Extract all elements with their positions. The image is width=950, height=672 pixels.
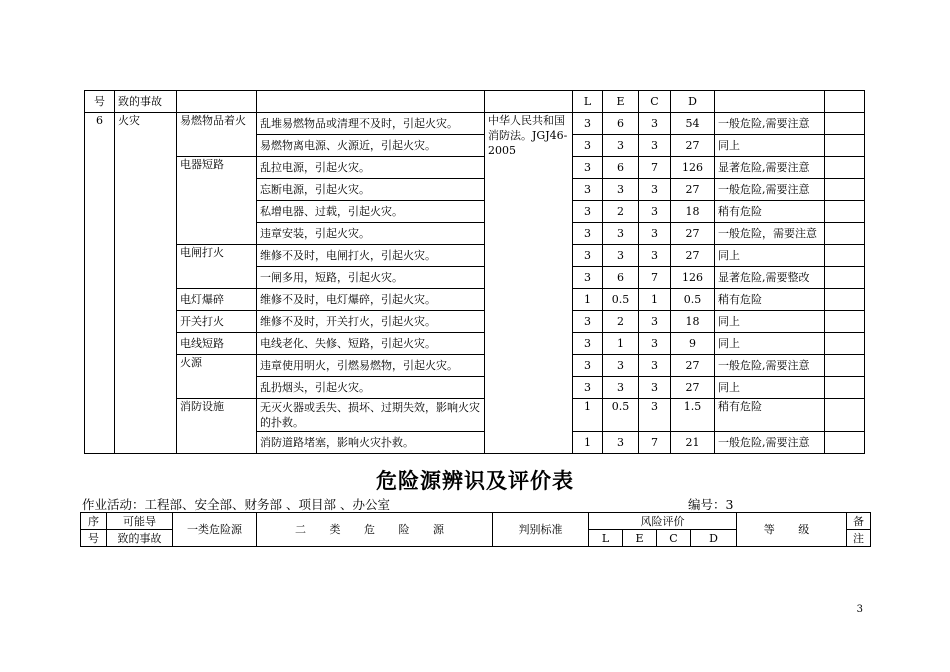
category-cell: 电灯爆碎 <box>177 289 257 311</box>
hazard-cell: 忘断电源，引起火灾。 <box>257 179 485 201</box>
header-empty <box>177 91 257 113</box>
e-cell: 3 <box>603 245 639 267</box>
e-cell: 3 <box>603 179 639 201</box>
c-cell: 3 <box>639 179 671 201</box>
grade-cell: 稍有危险 <box>715 399 825 432</box>
grade-cell: 显著危险,需要整改 <box>715 267 825 289</box>
grade-cell: 同上 <box>715 333 825 355</box>
grade-cell: 同上 <box>715 135 825 157</box>
grade-cell: 一般危险,需要注意 <box>715 113 825 135</box>
hazard-cell: 违章安装，引起火灾。 <box>257 223 485 245</box>
l-cell: 3 <box>573 245 603 267</box>
note-cell <box>825 135 865 157</box>
header-c: C <box>657 530 691 547</box>
d-cell: 27 <box>671 223 715 245</box>
hazard-cell: 乱扔烟头，引起火灾。 <box>257 377 485 399</box>
note-cell <box>825 113 865 135</box>
table-row <box>85 245 865 267</box>
table-header-row <box>85 91 865 113</box>
c-cell: 7 <box>639 267 671 289</box>
table-row <box>85 333 865 355</box>
grade-cell: 同上 <box>715 377 825 399</box>
d-cell: 27 <box>671 179 715 201</box>
grade-cell: 稍有危险 <box>715 201 825 223</box>
e-cell: 1 <box>603 333 639 355</box>
e-cell: 0.5 <box>603 289 639 311</box>
l-cell: 3 <box>573 355 603 377</box>
note-cell <box>825 245 865 267</box>
c-cell: 3 <box>639 113 671 135</box>
hazard-cell: 易燃物离电源、火源近，引起火灾。 <box>257 135 485 157</box>
d-cell: 27 <box>671 355 715 377</box>
header-l: L <box>589 530 623 547</box>
e-cell: 2 <box>603 201 639 223</box>
category-cell: 电线短路 <box>177 333 257 355</box>
d-cell: 18 <box>671 311 715 333</box>
activity-line: 作业活动：工程部、安全部、财务部 、项目部 、办公室 <box>82 497 390 512</box>
e-cell: 6 <box>603 267 639 289</box>
header-no-bottom: 号 <box>81 530 107 547</box>
c-cell: 3 <box>639 245 671 267</box>
category-cell: 电器短路 <box>177 157 257 245</box>
table-row <box>85 289 865 311</box>
e-cell: 3 <box>603 377 639 399</box>
l-cell: 3 <box>573 377 603 399</box>
d-cell: 21 <box>671 432 715 454</box>
header-class2: 二 类 危 险 源 <box>257 513 493 547</box>
grade-cell: 同上 <box>715 245 825 267</box>
page-number: 3 <box>856 604 863 615</box>
header-note-bottom: 注 <box>847 530 871 547</box>
note-cell <box>825 157 865 179</box>
header-empty <box>485 91 573 113</box>
category-cell: 易燃物品着火 <box>177 113 257 157</box>
c-cell: 3 <box>639 311 671 333</box>
header-e: E <box>603 91 639 113</box>
hazard-table-header <box>80 512 871 547</box>
note-cell <box>825 377 865 399</box>
c-cell: 3 <box>639 399 671 432</box>
note-cell <box>825 201 865 223</box>
hazard-cell: 电线老化、失修、短路，引起火灾。 <box>257 333 485 355</box>
header-c: C <box>639 91 671 113</box>
c-cell: 3 <box>639 135 671 157</box>
header-note-top: 备 <box>847 513 871 530</box>
hazard-cell: 一闸多用，短路，引起火灾。 <box>257 267 485 289</box>
grade-cell: 显著危险,需要注意 <box>715 157 825 179</box>
d-cell: 0.5 <box>671 289 715 311</box>
c-cell: 3 <box>639 223 671 245</box>
hazard-cell: 乱堆易燃物品或清理不及时，引起火灾。 <box>257 113 485 135</box>
d-cell: 18 <box>671 201 715 223</box>
l-cell: 1 <box>573 432 603 454</box>
hazard-cell: 维修不及时，电灯爆碎，引起火灾。 <box>257 289 485 311</box>
e-cell: 3 <box>603 223 639 245</box>
header-class1: 一类危险源 <box>173 513 257 547</box>
grade-cell: 一般危险，需要注意 <box>715 223 825 245</box>
header-accident-bottom: 致的事故 <box>107 530 173 547</box>
l-cell: 3 <box>573 201 603 223</box>
header-accident-top: 可能导 <box>107 513 173 530</box>
note-cell <box>825 355 865 377</box>
note-cell <box>825 333 865 355</box>
hazard-cell: 违章使用明火，引燃易燃物，引起火灾。 <box>257 355 485 377</box>
hazard-cell: 私增电器、过载，引起火灾。 <box>257 201 485 223</box>
table-row <box>85 355 865 377</box>
table-row <box>85 311 865 333</box>
c-cell: 3 <box>639 377 671 399</box>
header-d: D <box>691 530 737 547</box>
header-l: L <box>573 91 603 113</box>
note-cell <box>825 267 865 289</box>
l-cell: 1 <box>573 289 603 311</box>
l-cell: 3 <box>573 157 603 179</box>
header-empty <box>257 91 485 113</box>
header-no-top: 序 <box>81 513 107 530</box>
c-cell: 3 <box>639 201 671 223</box>
category-cell: 消防设施 <box>177 399 257 454</box>
note-cell <box>825 223 865 245</box>
header-empty <box>825 91 865 113</box>
category-cell: 开关打火 <box>177 311 257 333</box>
hazard-cell: 消防道路堵塞，影响火灾扑救。 <box>257 432 485 454</box>
d-cell: 1.5 <box>671 399 715 432</box>
e-cell: 6 <box>603 113 639 135</box>
hazard-cell: 维修不及时，开关打火，引起火灾。 <box>257 311 485 333</box>
group-number: 6 <box>85 113 115 454</box>
standard-cell: 中华人民共和国消防法。JGJ46-2005 <box>485 113 573 454</box>
l-cell: 3 <box>573 267 603 289</box>
c-cell: 7 <box>639 157 671 179</box>
e-cell: 3 <box>603 135 639 157</box>
l-cell: 1 <box>573 399 603 432</box>
d-cell: 27 <box>671 135 715 157</box>
note-cell <box>825 179 865 201</box>
hazard-cell: 维修不及时，电闸打火，引起火灾。 <box>257 245 485 267</box>
e-cell: 6 <box>603 157 639 179</box>
page-title: 危险源辨识及评价表 <box>376 469 574 493</box>
note-cell <box>825 311 865 333</box>
table-row <box>85 113 865 135</box>
e-cell: 3 <box>603 355 639 377</box>
note-cell <box>825 432 865 454</box>
l-cell: 3 <box>573 179 603 201</box>
e-cell: 2 <box>603 311 639 333</box>
hazard-cell: 乱拉电源，引起火灾。 <box>257 157 485 179</box>
header-d: D <box>671 91 715 113</box>
category-cell: 电闸打火 <box>177 245 257 289</box>
d-cell: 27 <box>671 245 715 267</box>
d-cell: 54 <box>671 113 715 135</box>
note-cell <box>825 399 865 432</box>
grade-cell: 一般危险,需要注意 <box>715 179 825 201</box>
d-cell: 126 <box>671 267 715 289</box>
c-cell: 1 <box>639 289 671 311</box>
header-accident: 致的事故 <box>115 91 177 113</box>
grade-cell: 稍有危险 <box>715 289 825 311</box>
hazard-cell: 无灭火器或丢失、损坏、过期失效，影响火灾的扑救。 <box>257 399 485 432</box>
grade-cell: 一般危险,需要注意 <box>715 355 825 377</box>
l-cell: 3 <box>573 135 603 157</box>
category-cell: 火源 <box>177 355 257 399</box>
header-empty <box>715 91 825 113</box>
d-cell: 9 <box>671 333 715 355</box>
header-risk: 风险评价 <box>589 513 737 530</box>
grade-cell: 同上 <box>715 311 825 333</box>
d-cell: 126 <box>671 157 715 179</box>
hazard-table-continued <box>84 90 865 454</box>
table-row <box>85 399 865 432</box>
header-e: E <box>623 530 657 547</box>
e-cell: 3 <box>603 432 639 454</box>
note-cell <box>825 289 865 311</box>
grade-cell: 一般危险,需要注意 <box>715 432 825 454</box>
table-row <box>85 157 865 179</box>
header-no: 号 <box>85 91 115 113</box>
header-standard: 判别标准 <box>493 513 589 547</box>
l-cell: 3 <box>573 223 603 245</box>
number-label: 编号：3 <box>688 497 734 512</box>
l-cell: 3 <box>573 113 603 135</box>
c-cell: 3 <box>639 355 671 377</box>
c-cell: 7 <box>639 432 671 454</box>
group-accident: 火灾 <box>115 113 177 454</box>
c-cell: 3 <box>639 333 671 355</box>
table-header-row <box>81 513 871 530</box>
header-grade: 等 级 <box>737 513 847 547</box>
e-cell: 0.5 <box>603 399 639 432</box>
l-cell: 3 <box>573 311 603 333</box>
d-cell: 27 <box>671 377 715 399</box>
l-cell: 3 <box>573 333 603 355</box>
